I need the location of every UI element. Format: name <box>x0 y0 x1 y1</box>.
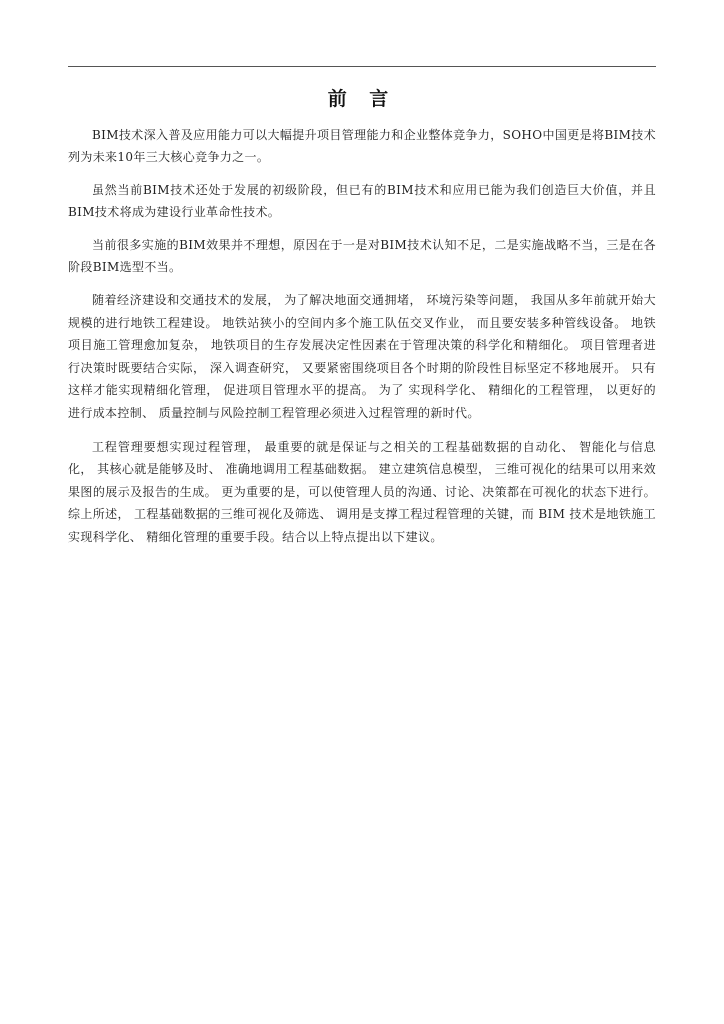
paragraph-metro-construction: 随着经济建设和交通技术的发展， 为了解决地面交通拥堵， 环境污染等问题， 我国从多年前就开始大规模的进行地铁工程建设。 地铁站狭小的空间内多个施工队伍交叉作业， 而且要安装多种管线设备。 地铁项目施工管理愈加复杂， 地铁项目的生存发展决定性因素在于管理决策的科学化和精细化。 项目管理者进行决策时既要结合实际， 深入调查研究， 又要紧密围绕项目各个时期的阶段性目标坚定不移地展开。 只有这样才能实现精细化管理， 促进项目管理水平的提高。 为了 实现科学化、 精细化的工程管理， 以更好的进行成本控制、 质量控制与风险控制工程管理必须进入过程管理的新时代。 <box>68 293 656 420</box>
page-title: 前 言 <box>327 88 397 110</box>
paragraph-bim-competitiveness: BIM技术深入普及应用能力可以大幅提升项目管理能力和企业整体竞争力，SOHO中国更是将BIM技术列为未来10年三大核心竞争力之一。 <box>68 128 656 164</box>
paragraph-process-management: 工程管理要想实现过程管理， 最重要的就是保证与之相关的工程基础数据的自动化、 智能化与信息化， 其核心就是能够及时、 准确地调用工程基础数据。 建立建筑信息模型， 三维可视化的结果可以用来效果图的展示及报告的生成。 更为重要的是，可以使管理人员的沟通、讨论、决策都在可视化的状态下进行。 综上所述， 工程基础数据的三维可视化及筛选、 调用是支撑工程过程管理的关键，而 BIM 技术是地铁施工实现科学化、 精细化管理的重要手段。结合以上特点提出以下建议。 <box>68 439 656 544</box>
paragraph-bim-value: 虽然当前BIM技术还处于发展的初级阶段，但已有的BIM技术和应用已能为我们创造巨大价值，并且BIM技术将成为建设行业革命性技术。 <box>68 183 656 219</box>
body-text <box>68 124 656 560</box>
paragraph-bim-problems: 当前很多实施的BIM效果并不理想，原因在于一是对BIM技术认知不足，二是实施战略不当，三是在各阶段BIM选型不当。 <box>68 238 656 274</box>
header-rule <box>68 66 656 67</box>
